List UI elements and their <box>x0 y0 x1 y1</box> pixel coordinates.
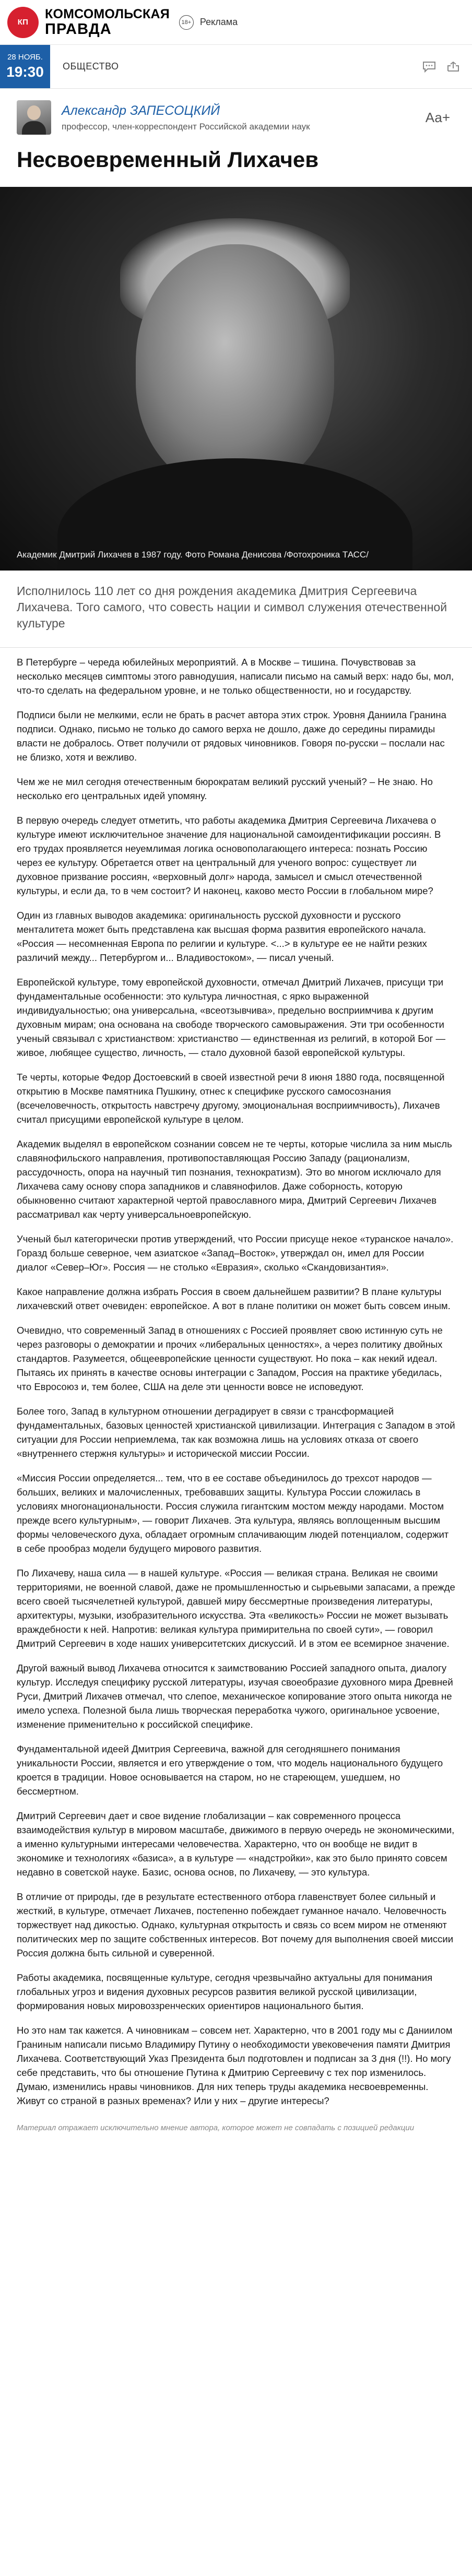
logo-line-1: КОМСОМОЛЬСКАЯ <box>45 6 170 21</box>
site-header <box>0 0 472 45</box>
section-bar <box>0 45 472 89</box>
article-paragraph: Очевидно, что современный Запад в отношениях с Россией проявляет свою истинную суть не через разговоры о демократии и прочих «либеральных ценностях», а через политику двойных стандартов. Разумеется, общеевропейские ценности существуют. Но пока – как некий идеал. Пытаясь их принять в качестве основы интеграции с Западом, Россия на практике убедилась, что Евросоюз и, тем более, США на деле эти ценности вовсе не исповедуют. <box>17 1325 443 1393</box>
article-lead: Исполнилось 110 лет со дня рождения академика Дмитрия Сергеевича Лихачева. Того самого, что совесть нации и символ служения отечественной культуре <box>0 571 472 648</box>
article-body <box>0 655 472 2108</box>
article-paragraph: Европейской культуре, тому европейской духовности, отмечал Дмитрий Лихачев, присущи три фундаментальные особенности: это культура личностная, с ярко выраженной индивидуальностью; она универсальна, «всеотзывчива», предельно восприимчива к другим духовным мирам; она основана на свободе творческого самовыражения. Эти три особенности ученый связывал с христианством: христианство — единственная из религий, в которой Бог — живое, любящее существо, личность, — стало духовной базой европейской культуры. <box>17 977 446 1059</box>
author-name-link[interactable]: Александр ЗАПЕСОЦКИЙ <box>62 103 220 118</box>
article-paragraph: Другой важный вывод Лихачева относится к заимствованию Россией западного опыта, диалогу культур. Исследуя специфику русской литературы, изучая своеобразие духовного мира Древней Руси, Дмитрий Лихачев отмечал, что слепое, механическое копирование этого опыта никогда не имело успеха. Полезной была лишь творческая переработка чужого, оригинальное усвоение, изменение применительно к российской специфике. <box>17 1663 453 1730</box>
article-paragraph: «Миссия России определяется... тем, что в ее составе объединилось до трехсот народов — больших, великих и малочисленных, требовавших защиты. Культура России сложилась в условиях многонациональности. Россия служила гигантским мостом между народами. Мостом прежде всего культурным», — говорит Лихачев. Эта культура, являясь воплощенным высшим формы человеческого духа, обладает огромным сплачивающим людей потенциалом, содержит в себе прообраз модели будущего мирового развития. <box>17 1473 449 1554</box>
disclaimer: Материал отражает исключительно мнение автора, которое может не совпадать с позицией редакции <box>17 2123 415 2133</box>
hero-image[interactable] <box>0 187 472 571</box>
share-icon[interactable] <box>446 61 461 73</box>
article-paragraph: В отличие от природы, где в результате естественного отбора главенствует более сильный и жесткий, в культуре, отмечает Лихачев, постепенно побеждает гуманное начало. Человечность торжествует над дикостью. Однако, культурная открытость и связь со всем миром не отменяют политических мер по защите собственных интересов. Вот почему для выполнения своей миссии Россия должна быть сильной и суверенной. <box>17 1891 454 1959</box>
article-paragraph: Чем же не мил сегодня отечественным бюрократам великий русский ученый? – Не знаю. Но несколько его центральных идей упомяну. <box>17 776 433 802</box>
logo-line-2: ПРАВДА <box>45 20 112 38</box>
author-avatar[interactable] <box>17 100 51 135</box>
site-logo[interactable] <box>45 8 170 37</box>
article-paragraph: Дмитрий Сергеевич дает и свое видение глобализации – как современного процесса взаимодействия культур в мировом масштабе, движимого в первую очередь не экономическими, а именно культурными интересами человечества. Характерно, что он вообще не видит в экономике и технологиях «базиса», а в культуре — «надстройки», как это было принято совсем недавно в советской науке. Базис, основа основ, по Лихачеву, — это культура. <box>17 1810 455 1878</box>
article-paragraph: В Петербурге – череда юбилейных мероприятий. А в Москве – тишина. Почувствовав за несколько месяцев симптомы этого равнодушия, написали письмо на самый верх: надо бы, мол, что-то сделать на федеральном уровне, и не только общественности, но и государству. <box>17 657 454 696</box>
article-paragraph: Те черты, которые Федор Достоевский в своей известной речи 8 июня 1880 года, посвященной открытию в Москве памятника Пушкину, отнес к специфике русского самосознания (всечеловечность, открытость навстречу другому, эмоциональная восприимчивость), Лихачев считал присущими европейской культуре в целом. <box>17 1072 445 1125</box>
article-paragraph: Работы академика, посвященные культуре, сегодня чрезвычайно актуальны для понимания глобальных угроз и видения духовных ресурсов развития великой русской цивилизации, формирования новых мировоззренческих ориентиров национального бытия. <box>17 1972 433 2012</box>
publish-date: 28 НОЯБ. <box>7 53 43 62</box>
section-icons <box>422 45 472 88</box>
article-title: Несвоевременный Лихачев <box>17 147 319 172</box>
image-caption: Академик Дмитрий Лихачев в 1987 году. Фото Романа Денисова /Фотохроника ТАСС/ <box>17 550 369 560</box>
article-paragraph: Ученый был категорически против утверждений, что России присуще некое «туранское начало». Горазд больше северное, чем азиатское «Запад–Восток», утверждал он, имел для России диалог «Север–Юг». Россия — не столько «Евразия», сколько «Скандовизантия». <box>17 1233 454 1273</box>
age-rating-badge: 18+ <box>179 15 194 30</box>
article-paragraph: По Лихачеву, наша сила — в нашей культуре. «Россия — великая страна. Великая не своими территориями, не военной славой, даже не промышленностью и сырьевыми запасами, а прежде всего своей тысячелетней культурой, давшей миру бессмертные произведения литературы, архитектуры, музыки, изобразительного искусства. Эта «великость» России не может вызывать враждебности к ней. Напротив: великая культура примирительна по своей сути», — говорил Дмитрий Сергеевич в ходе наших университетских дискуссий. И в этом ее всемирное значение. <box>17 1568 455 1649</box>
article-paragraph: Какое направление должна избрать Россия в своем дальнейшем развитии? В плане культуры лихачевский ответ очевиден: европейское. А вот в плане политики он может быть совсем иным. <box>17 1286 451 1312</box>
ad-label[interactable]: Реклама <box>199 17 238 27</box>
article-paragraph: Академик выделял в европейском сознании совсем не те черты, которые числила за ним мысль славянофильского направления, противопоставляющая Россию Западу (рационализм, рассудочность, опора на научный тип познания, технократизм). Это во многом исключало для Лихачева саму основу спора западников и славянофилов. Даже соборность, которую обыкновенно считают характерной чертой православного мира, Дмитрий Сергеевич Лихачев рассматривал как черту универсальноевропейскую. <box>17 1138 452 1220</box>
comment-icon[interactable] <box>422 61 436 73</box>
hero-face-shape <box>136 244 334 490</box>
date-time-box <box>0 45 50 88</box>
font-size-button[interactable]: Аа+ <box>425 109 450 125</box>
section-name-link[interactable]: ОБЩЕСТВО <box>63 61 119 72</box>
author-role: профессор, член-корреспондент Российской академии наук <box>62 121 310 132</box>
article-paragraph: В первую очередь следует отметить, что работы академика Дмитрия Сергеевича Лихачева о культуре имеют исключительное значение для национальной самоидентификации россиян. В его трудах проявляется неуемлимая логика основополагающего интереса: познать Россию через ее культуру. Обретается ответ на центральный для ученого вопрос: существует ли духовное призвание россиян, «верховный долг» народа, замысел и смысл отечественной культуры, и если да, то в чем состоит? И наконец, каково место России в глобальном мире? <box>17 815 441 897</box>
site-logo-badge[interactable]: КП <box>7 7 39 38</box>
article-paragraph: Один из главных выводов академика: оригинальность русской духовности и русского менталитета может быть представлена как высшая форма развития европейского начала. «Россия — несомненная Европа по религии и культуре. <...> в культуре ее не найти резких различий между... Петербургом и... Владивостоком», — писал ученый. <box>17 910 427 964</box>
author-info <box>62 103 426 132</box>
author-row <box>0 89 472 141</box>
publish-time: 19:30 <box>6 64 44 80</box>
article-paragraph: Фундаментальной идеей Дмитрия Сергеевича, важной для сегодняшнего понимания уникальности России, является и его утверждение о том, что модель национального будущего кроется в традиции. Новое основывается на старом, но не стареющем, ушедшем, но бессмертном. <box>17 1743 443 1797</box>
article-paragraph: Подписи были не мелкими, если не брать в расчет автора этих строк. Уровня Даниила Гранина подписи. Однако, письмо не только до самого верха не дошло, даже до середины пирамиды власти не добралось. Ответ получили от рядовых чиновников. Говоря по-русски – послали нас не близко, хотя и вежливо. <box>17 709 446 763</box>
article-paragraph: Но это нам так кажется. А чиновникам – совсем нет. Характерно, что в 2001 году мы с Даниилом Граниным написали письмо Владимиру Путину о необходимости увековечения памяти Дмитрия Лихачева. Соответствующий Указ Президента был подготовлен и подписан за 3 дня (!!). Но могу себе представить, что бы отношение Путина к Дмитрию Сергеевичу с тех пор изменилось. Думаю, изменились нравы чиновников. Для них теперь труды академика несвоевременны. Живут со страной в разных временах? Или у них – другие интересы? <box>17 2025 453 2107</box>
article-paragraph: Более того, Запад в культурном отношении деградирует в связи с трансформацией фундаментальных, базовых ценностей христианской цивилизации. Интеграция с Западом в этой ситуации для России неприемлема, так как возможна лишь на условиях отказа от своего «внутреннего стержня культуры» и исторической миссии России. <box>17 1406 455 1459</box>
